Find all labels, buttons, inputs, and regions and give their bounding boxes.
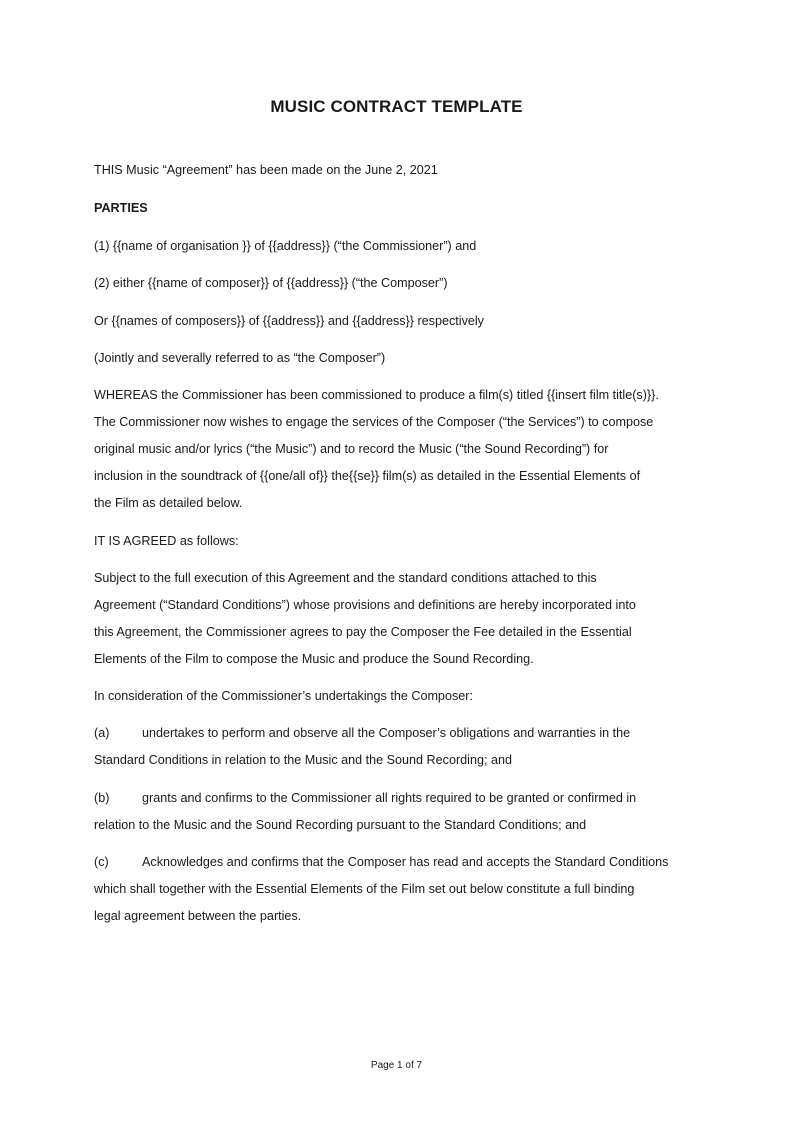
intro-text: THIS Music “Agreement” has been made on the June 2, 2021 — [94, 163, 438, 177]
consideration-text: In consideration of the Commissioner’s undertakings the Composer: — [94, 689, 473, 703]
whereas-line: The Commissioner now wishes to engage the services of the Composer (“the Services”) to compose — [94, 415, 654, 429]
clause-text: undertakes to perform and observe all the Composer’s obligations and warranties in the — [142, 726, 631, 740]
whereas-line: the Film as detailed below. — [94, 496, 243, 510]
party-jointly: (Jointly and severally referred to as “the Composer”) — [94, 351, 386, 365]
agreed-text: IT IS AGREED as follows: — [94, 534, 239, 548]
document-title: MUSIC CONTRACT TEMPLATE — [270, 97, 523, 116]
party-or: Or {{names of composers}} of {{address}} and {{address}} respectively — [94, 314, 484, 328]
clause-c — [94, 849, 706, 930]
clause-tag: (b) — [94, 791, 110, 805]
agreed-block — [94, 528, 706, 555]
consideration-block — [94, 683, 706, 710]
subject-line: this Agreement, the Commissioner agrees to pay the Composer the Fee detailed in the Essential — [94, 625, 632, 639]
subject-line: Elements of the Film to compose the Music and produce the Sound Recording. — [94, 652, 534, 666]
parties-heading: PARTIES — [94, 201, 148, 215]
clause-c-first-line — [94, 849, 706, 876]
clause-a-first-line — [94, 720, 706, 747]
whereas-line: original music and/or lyrics (“the Music”) and to record the Music (“the Sound Recording”) for — [94, 442, 609, 456]
whereas-paragraph — [94, 382, 706, 517]
clause-b-first-line — [94, 785, 706, 812]
clause-a — [94, 720, 706, 774]
whereas-line: inclusion in the soundtrack of {{one/all of}} the{{se}} film(s) as detailed in the Essential Elements of — [94, 469, 641, 483]
clause-text: relation to the Music and the Sound Recording pursuant to the Standard Conditions; and — [94, 818, 587, 832]
subject-paragraph — [94, 565, 706, 673]
subject-line: Agreement (“Standard Conditions”) whose provisions and definitions are hereby incorporated into — [94, 598, 636, 612]
subject-line: Subject to the full execution of this Agreement and the standard conditions attached to this — [94, 571, 597, 585]
page-number: Page 1 of 7 — [370, 1060, 423, 1071]
parties-section — [94, 195, 706, 222]
party-jointly-block — [94, 345, 706, 372]
clause-tag: (c) — [94, 855, 109, 869]
whereas-line: WHEREAS the Commissioner has been commissioned to produce a film(s) titled {{insert film title(s)}}. — [94, 388, 659, 402]
party-or-block — [94, 308, 706, 335]
clause-text: which shall together with the Essential Elements of the Film set out below constitute a full binding — [94, 882, 635, 896]
clause-text: Acknowledges and confirms that the Composer has read and accepts the Standard Conditions — [142, 855, 669, 869]
party-1-block — [94, 233, 706, 260]
party-2: (2) either {{name of composer}} of {{address}} (“the Composer”) — [94, 276, 448, 290]
clause-text: Standard Conditions in relation to the Music and the Sound Recording; and — [94, 753, 512, 767]
clause-tag: (a) — [94, 726, 110, 740]
clause-b — [94, 785, 706, 839]
intro-paragraph — [94, 157, 706, 184]
clause-text: legal agreement between the parties. — [94, 909, 302, 923]
party-2-block — [94, 270, 706, 297]
party-1: (1) {{name of organisation }} of {{address}} (“the Commissioner”) and — [94, 239, 477, 253]
clause-text: grants and confirms to the Commissioner all rights required to be granted or confirmed in — [142, 791, 637, 805]
